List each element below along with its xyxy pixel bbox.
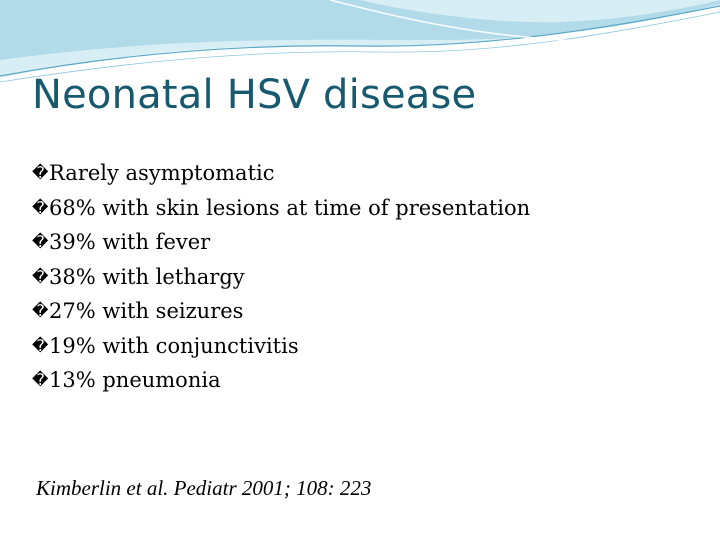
bullet-item <box>32 191 530 226</box>
bullet-item <box>32 363 530 398</box>
bullet-item <box>32 329 530 364</box>
bullet-glyph-icon: � <box>32 266 49 286</box>
bullet-text: 39% with fever <box>49 230 211 255</box>
bullet-item <box>32 156 530 191</box>
bullet-glyph-icon: � <box>32 335 49 355</box>
bullet-glyph-icon: � <box>32 163 49 183</box>
bullet-text: 19% with conjunctivitis <box>49 333 299 358</box>
bullet-glyph-icon: � <box>32 232 49 252</box>
bullet-glyph-icon: � <box>32 370 49 390</box>
bullet-item <box>32 294 530 329</box>
bullet-glyph-icon: � <box>32 197 49 217</box>
bullet-text: Rarely asymptomatic <box>49 161 275 186</box>
slide-title: Neonatal HSV disease <box>32 72 477 118</box>
bullet-list <box>32 156 530 398</box>
bullet-item <box>32 225 530 260</box>
bullet-item <box>32 260 530 295</box>
bullet-text: 38% with lethargy <box>49 264 245 289</box>
bullet-text: 68% with skin lesions at time of presentation <box>49 195 531 220</box>
bullet-text: 27% with seizures <box>49 299 244 324</box>
bullet-text: 13% pneumonia <box>49 368 221 393</box>
citation: Kimberlin et al. Pediatr 2001; 108: 223 <box>36 476 372 500</box>
bullet-glyph-icon: � <box>32 301 49 321</box>
